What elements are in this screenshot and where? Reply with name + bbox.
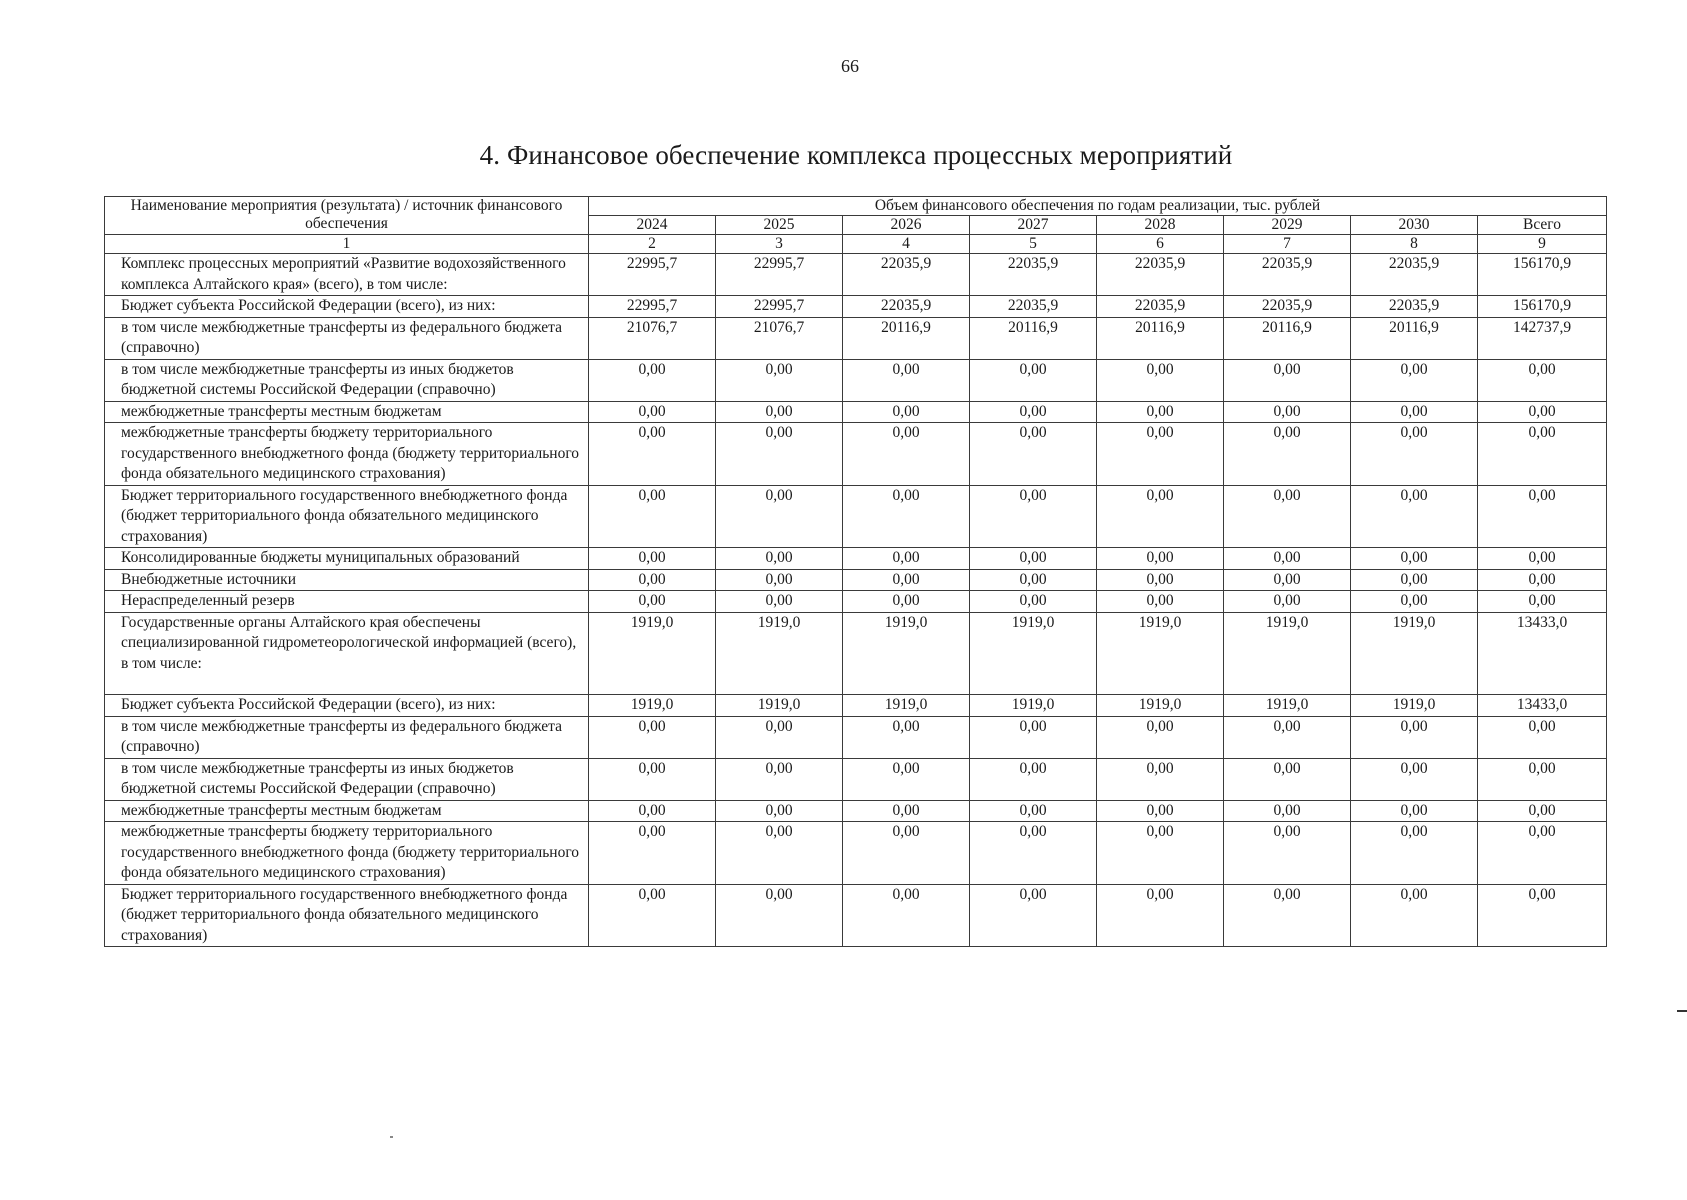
row-value: 0,00 xyxy=(716,485,843,548)
row-value: 0,00 xyxy=(589,716,716,758)
table-row xyxy=(105,612,1607,695)
row-value: 0,00 xyxy=(1224,591,1351,613)
row-value: 0,00 xyxy=(716,359,843,401)
table-row xyxy=(105,359,1607,401)
table-row xyxy=(105,423,1607,486)
scan-dot xyxy=(390,1136,393,1138)
row-total: 13433,0 xyxy=(1478,612,1607,695)
table-row xyxy=(105,800,1607,822)
header-col-number: 6 xyxy=(1097,235,1224,254)
row-value: 1919,0 xyxy=(970,612,1097,695)
row-value: 0,00 xyxy=(1351,822,1478,885)
row-value: 0,00 xyxy=(1351,591,1478,613)
row-value: 0,00 xyxy=(589,591,716,613)
row-value: 1919,0 xyxy=(1224,695,1351,717)
row-total: 0,00 xyxy=(1478,423,1607,486)
row-total: 156170,9 xyxy=(1478,296,1607,318)
row-value: 22035,9 xyxy=(1097,254,1224,296)
header-col-number: 4 xyxy=(843,235,970,254)
row-value: 0,00 xyxy=(716,401,843,423)
row-value: 22035,9 xyxy=(1097,296,1224,318)
row-value: 0,00 xyxy=(1351,800,1478,822)
row-value: 1919,0 xyxy=(589,612,716,695)
table-row xyxy=(105,485,1607,548)
table-row xyxy=(105,548,1607,570)
row-name: Нераспределенный резерв xyxy=(105,591,589,613)
row-value: 0,00 xyxy=(589,758,716,800)
row-value: 0,00 xyxy=(1097,758,1224,800)
row-value: 0,00 xyxy=(970,591,1097,613)
header-col-number: 5 xyxy=(970,235,1097,254)
row-total: 0,00 xyxy=(1478,569,1607,591)
row-name: Бюджет территориального государственного внебюджетного фонда (бюджет территориального фонда обязательного медицинского страхования) xyxy=(105,485,589,548)
row-value: 0,00 xyxy=(970,569,1097,591)
row-value: 0,00 xyxy=(1351,485,1478,548)
row-value: 22035,9 xyxy=(1224,254,1351,296)
row-value: 22035,9 xyxy=(1351,254,1478,296)
row-value: 0,00 xyxy=(716,758,843,800)
row-name: в том числе межбюджетные трансферты из федерального бюджета (справочно) xyxy=(105,317,589,359)
row-name: в том числе межбюджетные трансферты из иных бюджетов бюджетной системы Российской Федерации (справочно) xyxy=(105,359,589,401)
row-value: 0,00 xyxy=(716,822,843,885)
row-value: 0,00 xyxy=(843,822,970,885)
row-value: 1919,0 xyxy=(843,612,970,695)
row-value: 0,00 xyxy=(716,716,843,758)
row-value: 22035,9 xyxy=(970,254,1097,296)
row-value: 1919,0 xyxy=(1097,695,1224,717)
row-value: 0,00 xyxy=(1224,800,1351,822)
header-year: 2030 xyxy=(1351,216,1478,235)
row-value: 0,00 xyxy=(1224,822,1351,885)
header-col-number: 3 xyxy=(716,235,843,254)
table-row xyxy=(105,591,1607,613)
row-value: 0,00 xyxy=(1097,591,1224,613)
header-name-column: Наименование мероприятия (результата) / источник финансового обеспечения xyxy=(105,197,589,235)
row-value: 22035,9 xyxy=(970,296,1097,318)
row-total: 0,00 xyxy=(1478,800,1607,822)
header-year: 2029 xyxy=(1224,216,1351,235)
row-name: Бюджет территориального государственного внебюджетного фонда (бюджет территориального фонда обязательного медицинского страхования) xyxy=(105,884,589,947)
row-value: 0,00 xyxy=(716,884,843,947)
header-col-number: 2 xyxy=(589,235,716,254)
row-value: 0,00 xyxy=(1224,758,1351,800)
row-value: 0,00 xyxy=(970,485,1097,548)
table-row xyxy=(105,822,1607,885)
row-value: 0,00 xyxy=(1351,716,1478,758)
row-value: 1919,0 xyxy=(1351,695,1478,717)
row-value: 1919,0 xyxy=(843,695,970,717)
row-value: 0,00 xyxy=(970,758,1097,800)
header-col-number: 9 xyxy=(1478,235,1607,254)
row-value: 0,00 xyxy=(843,401,970,423)
table-row xyxy=(105,884,1607,947)
row-value: 22995,7 xyxy=(716,296,843,318)
row-total: 0,00 xyxy=(1478,548,1607,570)
row-value: 20116,9 xyxy=(843,317,970,359)
row-value: 0,00 xyxy=(1351,548,1478,570)
row-value: 0,00 xyxy=(1351,569,1478,591)
row-value: 0,00 xyxy=(1224,485,1351,548)
margin-mark xyxy=(1677,1010,1687,1012)
row-value: 1919,0 xyxy=(1097,612,1224,695)
row-value: 0,00 xyxy=(1224,548,1351,570)
row-value: 0,00 xyxy=(589,569,716,591)
row-value: 0,00 xyxy=(970,822,1097,885)
row-name: Бюджет субъекта Российской Федерации (всего), из них: xyxy=(105,296,589,318)
row-value: 0,00 xyxy=(589,822,716,885)
header-year: 2027 xyxy=(970,216,1097,235)
row-value: 1919,0 xyxy=(716,612,843,695)
header-row-numbers xyxy=(105,235,1607,254)
row-value: 0,00 xyxy=(1351,401,1478,423)
row-value: 0,00 xyxy=(1224,401,1351,423)
row-name: межбюджетные трансферты бюджету территориального государственного внебюджетного фонда (бюджету территориального фонда обязательного медицинского страхования) xyxy=(105,822,589,885)
row-value: 0,00 xyxy=(843,359,970,401)
table-body xyxy=(105,254,1607,947)
row-value: 0,00 xyxy=(970,884,1097,947)
section-title: 4. Финансовое обеспечение комплекса процессных мероприятий xyxy=(479,140,1233,170)
row-name: Внебюджетные источники xyxy=(105,569,589,591)
row-value: 0,00 xyxy=(843,716,970,758)
header-year: 2026 xyxy=(843,216,970,235)
row-value: 0,00 xyxy=(589,884,716,947)
row-value: 0,00 xyxy=(1097,548,1224,570)
page-number: 66 xyxy=(841,56,859,76)
row-name: межбюджетные трансферты бюджету территориального государственного внебюджетного фонда (бюджету территориального фонда обязательного медицинского страхования) xyxy=(105,423,589,486)
row-total: 0,00 xyxy=(1478,401,1607,423)
row-total: 0,00 xyxy=(1478,758,1607,800)
row-value: 0,00 xyxy=(716,591,843,613)
header-col-number: 7 xyxy=(1224,235,1351,254)
row-name: Государственные органы Алтайского края обеспечены специализированной гидрометеорологической информацией (всего), в том числе: xyxy=(105,612,589,695)
row-value: 0,00 xyxy=(970,548,1097,570)
row-total: 156170,9 xyxy=(1478,254,1607,296)
row-value: 0,00 xyxy=(1351,884,1478,947)
row-total: 0,00 xyxy=(1478,884,1607,947)
row-value: 0,00 xyxy=(1097,359,1224,401)
row-value: 0,00 xyxy=(1097,401,1224,423)
row-value: 0,00 xyxy=(716,800,843,822)
row-value: 20116,9 xyxy=(1224,317,1351,359)
header-total: Всего xyxy=(1478,216,1607,235)
table-row xyxy=(105,569,1607,591)
financing-table xyxy=(104,196,1607,947)
header-year: 2025 xyxy=(716,216,843,235)
row-value: 0,00 xyxy=(589,359,716,401)
row-value: 1919,0 xyxy=(1224,612,1351,695)
row-value: 0,00 xyxy=(589,423,716,486)
row-value: 0,00 xyxy=(1097,822,1224,885)
row-value: 0,00 xyxy=(843,423,970,486)
row-value: 0,00 xyxy=(843,884,970,947)
row-value: 0,00 xyxy=(1351,758,1478,800)
row-value: 22035,9 xyxy=(1224,296,1351,318)
row-value: 0,00 xyxy=(843,758,970,800)
row-value: 22995,7 xyxy=(589,296,716,318)
row-value: 1919,0 xyxy=(970,695,1097,717)
row-name: в том числе межбюджетные трансферты из иных бюджетов бюджетной системы Российской Федерации (справочно) xyxy=(105,758,589,800)
table-row xyxy=(105,401,1607,423)
row-value: 0,00 xyxy=(1097,485,1224,548)
row-value: 20116,9 xyxy=(1351,317,1478,359)
row-name: межбюджетные трансферты местным бюджетам xyxy=(105,401,589,423)
header-group-financing: Объем финансового обеспечения по годам реализации, тыс. рублей xyxy=(589,197,1607,216)
table-header xyxy=(105,197,1607,254)
row-value: 0,00 xyxy=(970,800,1097,822)
row-value: 0,00 xyxy=(843,591,970,613)
row-value: 1919,0 xyxy=(716,695,843,717)
row-value: 0,00 xyxy=(1097,800,1224,822)
row-total: 0,00 xyxy=(1478,359,1607,401)
row-value: 0,00 xyxy=(970,401,1097,423)
row-total: 0,00 xyxy=(1478,716,1607,758)
row-value: 0,00 xyxy=(1097,716,1224,758)
row-value: 21076,7 xyxy=(589,317,716,359)
row-value: 1919,0 xyxy=(589,695,716,717)
row-total: 0,00 xyxy=(1478,822,1607,885)
table-row xyxy=(105,296,1607,318)
table-row xyxy=(105,254,1607,296)
row-value: 0,00 xyxy=(716,548,843,570)
row-name: в том числе межбюджетные трансферты из федерального бюджета (справочно) xyxy=(105,716,589,758)
row-name: Комплекс процессных мероприятий «Развитие водохозяйственного комплекса Алтайского края» (всего), в том числе: xyxy=(105,254,589,296)
row-value: 0,00 xyxy=(1224,423,1351,486)
row-value: 0,00 xyxy=(1224,569,1351,591)
row-value: 0,00 xyxy=(843,800,970,822)
row-total: 142737,9 xyxy=(1478,317,1607,359)
row-value: 22035,9 xyxy=(1351,296,1478,318)
row-total: 0,00 xyxy=(1478,591,1607,613)
row-value: 0,00 xyxy=(1224,884,1351,947)
row-value: 0,00 xyxy=(1351,423,1478,486)
row-value: 0,00 xyxy=(589,800,716,822)
row-name: межбюджетные трансферты местным бюджетам xyxy=(105,800,589,822)
header-col-number: 8 xyxy=(1351,235,1478,254)
row-value: 0,00 xyxy=(843,569,970,591)
row-value: 21076,7 xyxy=(716,317,843,359)
row-value: 22035,9 xyxy=(843,296,970,318)
header-year: 2028 xyxy=(1097,216,1224,235)
row-value: 20116,9 xyxy=(1097,317,1224,359)
header-year: 2024 xyxy=(589,216,716,235)
row-value: 22995,7 xyxy=(589,254,716,296)
row-value: 0,00 xyxy=(1351,359,1478,401)
row-value: 0,00 xyxy=(589,401,716,423)
row-value: 0,00 xyxy=(716,423,843,486)
row-total: 0,00 xyxy=(1478,485,1607,548)
row-total: 13433,0 xyxy=(1478,695,1607,717)
row-value: 1919,0 xyxy=(1351,612,1478,695)
row-value: 0,00 xyxy=(1097,569,1224,591)
row-name: Бюджет субъекта Российской Федерации (всего), из них: xyxy=(105,695,589,717)
row-value: 0,00 xyxy=(589,485,716,548)
table-row xyxy=(105,695,1607,717)
table-row xyxy=(105,317,1607,359)
table-row xyxy=(105,716,1607,758)
row-value: 0,00 xyxy=(589,548,716,570)
row-name: Консолидированные бюджеты муниципальных образований xyxy=(105,548,589,570)
row-value: 0,00 xyxy=(843,485,970,548)
row-value: 0,00 xyxy=(843,548,970,570)
row-value: 22995,7 xyxy=(716,254,843,296)
row-value: 22035,9 xyxy=(843,254,970,296)
row-value: 0,00 xyxy=(970,716,1097,758)
row-value: 0,00 xyxy=(970,359,1097,401)
row-value: 0,00 xyxy=(1224,359,1351,401)
row-value: 0,00 xyxy=(716,569,843,591)
row-value: 0,00 xyxy=(1097,884,1224,947)
row-value: 0,00 xyxy=(970,423,1097,486)
header-col-number: 1 xyxy=(105,235,589,254)
row-value: 20116,9 xyxy=(970,317,1097,359)
row-value: 0,00 xyxy=(1097,423,1224,486)
row-value: 0,00 xyxy=(1224,716,1351,758)
header-row-group xyxy=(105,197,1607,216)
table-row xyxy=(105,758,1607,800)
